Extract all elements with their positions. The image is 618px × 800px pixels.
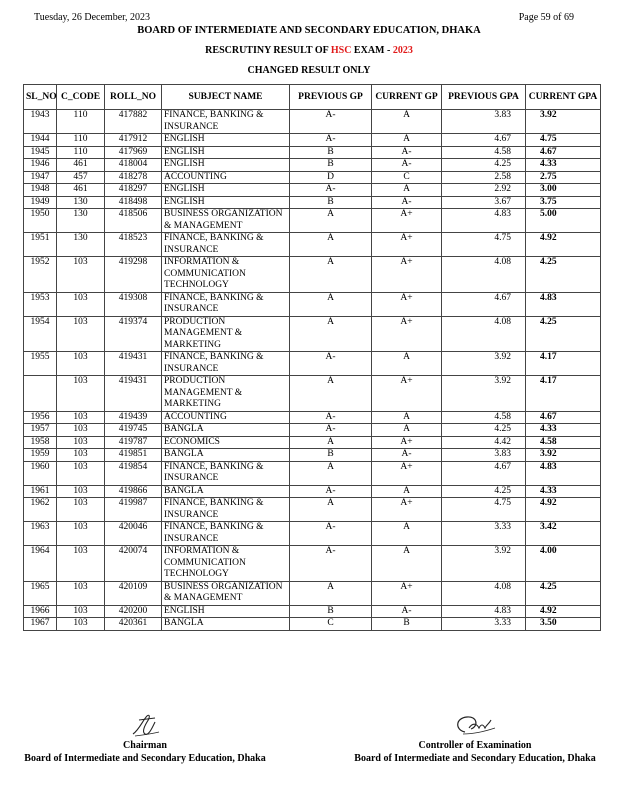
cell-current-gp: A <box>372 184 442 197</box>
cell-current-gp: A+ <box>372 292 442 316</box>
table-row <box>24 424 601 437</box>
cell-c-code: 103 <box>57 449 105 462</box>
cell-current-gpa: 4.58 <box>526 436 601 449</box>
cell-subject-name: BUSINESS ORGANIZATION & MANAGEMENT <box>162 209 290 233</box>
table-row <box>24 134 601 147</box>
controller-title: Controller of Examination <box>418 740 532 751</box>
cell-c-code: 103 <box>57 411 105 424</box>
cell-current-gpa: 4.25 <box>526 257 601 293</box>
cell-current-gpa: 4.33 <box>526 485 601 498</box>
table-row <box>24 498 601 522</box>
table-row <box>24 110 601 134</box>
col-header-sl: SL_NO <box>24 85 57 110</box>
cell-previous-gp: A- <box>290 522 372 546</box>
cell-previous-gp: A <box>290 436 372 449</box>
cell-previous-gp: A- <box>290 546 372 582</box>
cell-sl-no: 1961 <box>24 485 57 498</box>
cell-previous-gp: A- <box>290 424 372 437</box>
cell-c-code: 130 <box>57 209 105 233</box>
cell-previous-gp: A <box>290 376 372 412</box>
cell-current-gpa: 4.83 <box>526 292 601 316</box>
cell-c-code: 103 <box>57 424 105 437</box>
cell-c-code: 110 <box>57 134 105 147</box>
cell-current-gp: A <box>372 352 442 376</box>
cell-roll-no: 419439 <box>105 411 162 424</box>
cell-c-code: 103 <box>57 581 105 605</box>
cell-subject-name: BUSINESS ORGANIZATION & MANAGEMENT <box>162 581 290 605</box>
table-row <box>24 618 601 631</box>
cell-previous-gpa: 2.58 <box>442 171 526 184</box>
cell-sl-no: 1957 <box>24 424 57 437</box>
cell-previous-gpa: 4.67 <box>442 292 526 316</box>
cell-previous-gpa: 3.33 <box>442 522 526 546</box>
cell-previous-gpa: 4.67 <box>442 461 526 485</box>
cell-current-gp: A+ <box>372 257 442 293</box>
cell-current-gp: A+ <box>372 209 442 233</box>
cell-subject-name: FINANCE, BANKING & INSURANCE <box>162 461 290 485</box>
exam-year: 2023 <box>392 45 413 56</box>
cell-current-gpa: 3.00 <box>526 184 601 197</box>
cell-current-gp: A- <box>372 196 442 209</box>
cell-c-code: 103 <box>57 352 105 376</box>
cell-roll-no: 420109 <box>105 581 162 605</box>
cell-current-gpa: 4.83 <box>526 461 601 485</box>
cell-previous-gpa: 2.92 <box>442 184 526 197</box>
chairman-title: Chairman <box>123 740 167 751</box>
cell-current-gpa: 4.33 <box>526 424 601 437</box>
table-row <box>24 376 601 412</box>
cell-roll-no: 419308 <box>105 292 162 316</box>
cell-previous-gp: A <box>290 498 372 522</box>
cell-current-gpa: 3.75 <box>526 196 601 209</box>
cell-roll-no: 419866 <box>105 485 162 498</box>
cell-subject-name: BANGLA <box>162 618 290 631</box>
cell-roll-no: 419851 <box>105 449 162 462</box>
cell-subject-name: ENGLISH <box>162 184 290 197</box>
cell-c-code: 110 <box>57 146 105 159</box>
cell-sl-no: 1950 <box>24 209 57 233</box>
cell-current-gp: A+ <box>372 376 442 412</box>
cell-previous-gp: C <box>290 618 372 631</box>
table-row <box>24 605 601 618</box>
cell-previous-gp: A <box>290 233 372 257</box>
cell-subject-name: ENGLISH <box>162 605 290 618</box>
cell-previous-gpa: 3.83 <box>442 449 526 462</box>
cell-current-gp: A+ <box>372 436 442 449</box>
cell-previous-gpa: 4.25 <box>442 485 526 498</box>
cell-subject-name: FINANCE, BANKING & INSURANCE <box>162 292 290 316</box>
cell-current-gp: A- <box>372 605 442 618</box>
cell-roll-no: 419787 <box>105 436 162 449</box>
cell-subject-name: FINANCE, BANKING & INSURANCE <box>162 498 290 522</box>
cell-roll-no: 417882 <box>105 110 162 134</box>
cell-previous-gp: A- <box>290 134 372 147</box>
signature-icon <box>125 712 165 738</box>
cell-sl-no: 1953 <box>24 292 57 316</box>
cell-sl-no: 1948 <box>24 184 57 197</box>
cell-previous-gpa: 3.92 <box>442 376 526 412</box>
board-title: BOARD OF INTERMEDIATE AND SECONDARY EDUCATION, DHAKA <box>137 25 481 36</box>
cell-current-gpa: 2.75 <box>526 171 601 184</box>
cell-previous-gp: A- <box>290 411 372 424</box>
cell-c-code: 103 <box>57 522 105 546</box>
cell-sl-no: 1964 <box>24 546 57 582</box>
cell-previous-gp: A <box>290 461 372 485</box>
cell-subject-name: ACCOUNTING <box>162 411 290 424</box>
cell-roll-no: 418506 <box>105 209 162 233</box>
exam-name: HSC <box>330 45 352 56</box>
cell-current-gp: A- <box>372 449 442 462</box>
cell-c-code: 461 <box>57 184 105 197</box>
cell-current-gp: A <box>372 411 442 424</box>
cell-subject-name: INFORMATION & COMMUNICATION TECHNOLOGY <box>162 257 290 293</box>
cell-sl-no: 1962 <box>24 498 57 522</box>
cell-current-gpa: 4.00 <box>526 546 601 582</box>
cell-roll-no: 417969 <box>105 146 162 159</box>
cell-previous-gp: A <box>290 581 372 605</box>
cell-subject-name: FINANCE, BANKING & INSURANCE <box>162 233 290 257</box>
cell-subject-name: PRODUCTION MANAGEMENT & MARKETING <box>162 316 290 352</box>
cell-sl-no: 1951 <box>24 233 57 257</box>
cell-previous-gpa: 4.42 <box>442 436 526 449</box>
cell-previous-gpa: 3.67 <box>442 196 526 209</box>
cell-roll-no: 419298 <box>105 257 162 293</box>
cell-roll-no: 419987 <box>105 498 162 522</box>
cell-roll-no: 419431 <box>105 352 162 376</box>
cell-current-gp: A- <box>372 146 442 159</box>
col-header-subject: SUBJECT NAME <box>162 85 290 110</box>
cell-subject-name: ENGLISH <box>162 134 290 147</box>
cell-c-code: 103 <box>57 546 105 582</box>
cell-previous-gp: B <box>290 196 372 209</box>
cell-sl-no: 1949 <box>24 196 57 209</box>
cell-current-gp: A+ <box>372 581 442 605</box>
cell-previous-gp: A- <box>290 184 372 197</box>
cell-sl-no: 1958 <box>24 436 57 449</box>
cell-sl-no: 1947 <box>24 171 57 184</box>
table-row <box>24 292 601 316</box>
result-table-body <box>24 110 601 631</box>
result-table <box>23 84 601 631</box>
cell-current-gpa: 5.00 <box>526 209 601 233</box>
cell-previous-gpa: 3.92 <box>442 352 526 376</box>
cell-current-gpa: 4.75 <box>526 134 601 147</box>
cell-roll-no: 418297 <box>105 184 162 197</box>
cell-current-gp: A <box>372 546 442 582</box>
cell-roll-no: 419854 <box>105 461 162 485</box>
cell-current-gp: A- <box>372 159 442 172</box>
cell-current-gp: C <box>372 171 442 184</box>
cell-previous-gp: A <box>290 292 372 316</box>
cell-current-gpa: 4.67 <box>526 146 601 159</box>
cell-sl-no: 1963 <box>24 522 57 546</box>
cell-current-gp: A <box>372 134 442 147</box>
cell-previous-gp: B <box>290 159 372 172</box>
table-row <box>24 209 601 233</box>
cell-previous-gp: D <box>290 171 372 184</box>
col-header-curr-gpa: CURRENT GPA <box>526 85 601 110</box>
cell-c-code: 457 <box>57 171 105 184</box>
cell-c-code: 103 <box>57 605 105 618</box>
cell-previous-gpa: 4.75 <box>442 233 526 257</box>
cell-roll-no: 418004 <box>105 159 162 172</box>
cell-sl-no: 1954 <box>24 316 57 352</box>
cell-current-gp: A <box>372 424 442 437</box>
cell-current-gpa: 4.67 <box>526 411 601 424</box>
cell-previous-gpa: 4.83 <box>442 209 526 233</box>
cell-roll-no: 419431 <box>105 376 162 412</box>
cell-previous-gpa: 3.83 <box>442 110 526 134</box>
cell-subject-name: ENGLISH <box>162 159 290 172</box>
table-row <box>24 352 601 376</box>
cell-roll-no: 419745 <box>105 424 162 437</box>
cell-current-gpa: 4.92 <box>526 498 601 522</box>
cell-subject-name: BANGLA <box>162 424 290 437</box>
table-row <box>24 146 601 159</box>
cell-previous-gpa: 4.58 <box>442 146 526 159</box>
cell-c-code: 103 <box>57 316 105 352</box>
result-title <box>0 45 618 56</box>
cell-current-gp: B <box>372 618 442 631</box>
table-row <box>24 546 601 582</box>
table-row <box>24 233 601 257</box>
chairman-signature-block <box>15 712 275 764</box>
table-row <box>24 449 601 462</box>
cell-previous-gpa: 4.08 <box>442 316 526 352</box>
cell-current-gp: A <box>372 485 442 498</box>
cell-sl-no: 1967 <box>24 618 57 631</box>
cell-current-gpa: 4.17 <box>526 352 601 376</box>
cell-current-gpa: 4.17 <box>526 376 601 412</box>
col-header-prev-gpa: PREVIOUS GPA <box>442 85 526 110</box>
cell-subject-name: ACCOUNTING <box>162 171 290 184</box>
cell-previous-gpa: 3.92 <box>442 546 526 582</box>
cell-subject-name: INFORMATION & COMMUNICATION TECHNOLOGY <box>162 546 290 582</box>
cell-previous-gp: A <box>290 209 372 233</box>
controller-signature-block <box>340 712 610 764</box>
table-row <box>24 436 601 449</box>
table-header-row <box>24 85 601 110</box>
cell-sl-no: 1959 <box>24 449 57 462</box>
cell-c-code: 103 <box>57 498 105 522</box>
cell-subject-name: BANGLA <box>162 485 290 498</box>
cell-c-code: 103 <box>57 436 105 449</box>
cell-current-gp: A+ <box>372 233 442 257</box>
cell-current-gpa: 4.25 <box>526 316 601 352</box>
chairman-org: Board of Intermediate and Secondary Education, Dhaka <box>24 753 266 764</box>
cell-current-gpa: 3.42 <box>526 522 601 546</box>
cell-sl-no: 1943 <box>24 110 57 134</box>
cell-roll-no: 419374 <box>105 316 162 352</box>
cell-previous-gpa: 4.25 <box>442 424 526 437</box>
cell-roll-no: 420074 <box>105 546 162 582</box>
cell-sl-no: 1966 <box>24 605 57 618</box>
table-row <box>24 196 601 209</box>
table-row <box>24 411 601 424</box>
cell-c-code: 103 <box>57 485 105 498</box>
cell-subject-name: ENGLISH <box>162 146 290 159</box>
cell-roll-no: 420200 <box>105 605 162 618</box>
cell-current-gp: A+ <box>372 498 442 522</box>
cell-previous-gpa: 4.08 <box>442 257 526 293</box>
table-row <box>24 316 601 352</box>
cell-current-gpa: 4.92 <box>526 605 601 618</box>
cell-previous-gp: A <box>290 316 372 352</box>
table-row <box>24 522 601 546</box>
cell-previous-gp: A <box>290 257 372 293</box>
signature-icon <box>449 712 501 738</box>
col-header-curr-gp: CURRENT GP <box>372 85 442 110</box>
cell-roll-no: 418278 <box>105 171 162 184</box>
col-header-prev-gp: PREVIOUS GP <box>290 85 372 110</box>
cell-previous-gp: B <box>290 449 372 462</box>
page-number: Page 59 of 69 <box>518 12 574 23</box>
cell-subject-name: PRODUCTION MANAGEMENT & MARKETING <box>162 376 290 412</box>
table-row <box>24 461 601 485</box>
cell-sl-no: 1945 <box>24 146 57 159</box>
cell-subject-name: FINANCE, BANKING & INSURANCE <box>162 110 290 134</box>
table-row <box>24 184 601 197</box>
cell-current-gpa: 4.25 <box>526 581 601 605</box>
cell-sl-no: 1960 <box>24 461 57 485</box>
cell-current-gpa: 4.33 <box>526 159 601 172</box>
cell-roll-no: 420361 <box>105 618 162 631</box>
cell-sl-no: 1944 <box>24 134 57 147</box>
col-header-roll: ROLL_NO <box>105 85 162 110</box>
result-table-wrapper <box>23 84 600 631</box>
cell-previous-gp: A- <box>290 485 372 498</box>
cell-current-gp: A <box>372 522 442 546</box>
cell-c-code: 461 <box>57 159 105 172</box>
cell-sl-no: 1952 <box>24 257 57 293</box>
cell-previous-gpa: 4.25 <box>442 159 526 172</box>
cell-current-gpa: 3.92 <box>526 449 601 462</box>
table-row <box>24 159 601 172</box>
cell-subject-name: ENGLISH <box>162 196 290 209</box>
cell-roll-no: 417912 <box>105 134 162 147</box>
cell-sl-no: 1946 <box>24 159 57 172</box>
print-date: Tuesday, 26 December, 2023 <box>34 12 151 23</box>
col-header-code: C_CODE <box>57 85 105 110</box>
cell-subject-name: ECONOMICS <box>162 436 290 449</box>
cell-previous-gp: B <box>290 146 372 159</box>
table-row <box>24 581 601 605</box>
cell-current-gp: A+ <box>372 316 442 352</box>
cell-current-gpa: 4.92 <box>526 233 601 257</box>
cell-previous-gp: B <box>290 605 372 618</box>
cell-c-code: 103 <box>57 618 105 631</box>
controller-org: Board of Intermediate and Secondary Education, Dhaka <box>354 753 596 764</box>
cell-c-code: 103 <box>57 257 105 293</box>
cell-roll-no: 418523 <box>105 233 162 257</box>
cell-previous-gpa: 4.83 <box>442 605 526 618</box>
cell-c-code: 130 <box>57 233 105 257</box>
cell-sl-no <box>24 376 57 412</box>
cell-sl-no: 1956 <box>24 411 57 424</box>
cell-c-code: 103 <box>57 292 105 316</box>
result-prefix: RESCRUTINY RESULT OF <box>205 45 329 56</box>
cell-sl-no: 1955 <box>24 352 57 376</box>
cell-c-code: 130 <box>57 196 105 209</box>
cell-c-code: 110 <box>57 110 105 134</box>
result-subtitle: CHANGED RESULT ONLY <box>247 65 371 76</box>
cell-roll-no: 418498 <box>105 196 162 209</box>
cell-previous-gpa: 4.08 <box>442 581 526 605</box>
table-row <box>24 257 601 293</box>
cell-sl-no: 1965 <box>24 581 57 605</box>
cell-previous-gpa: 4.58 <box>442 411 526 424</box>
table-row <box>24 485 601 498</box>
cell-subject-name: FINANCE, BANKING & INSURANCE <box>162 352 290 376</box>
exam-mid: EXAM - <box>353 45 391 56</box>
cell-previous-gpa: 4.75 <box>442 498 526 522</box>
cell-subject-name: FINANCE, BANKING & INSURANCE <box>162 522 290 546</box>
cell-previous-gp: A- <box>290 110 372 134</box>
cell-current-gp: A <box>372 110 442 134</box>
cell-roll-no: 420046 <box>105 522 162 546</box>
cell-current-gpa: 3.50 <box>526 618 601 631</box>
cell-previous-gp: A- <box>290 352 372 376</box>
cell-c-code: 103 <box>57 376 105 412</box>
table-row <box>24 171 601 184</box>
cell-previous-gpa: 4.67 <box>442 134 526 147</box>
cell-c-code: 103 <box>57 461 105 485</box>
cell-current-gpa: 3.92 <box>526 110 601 134</box>
cell-subject-name: BANGLA <box>162 449 290 462</box>
cell-previous-gpa: 3.33 <box>442 618 526 631</box>
cell-current-gp: A+ <box>372 461 442 485</box>
